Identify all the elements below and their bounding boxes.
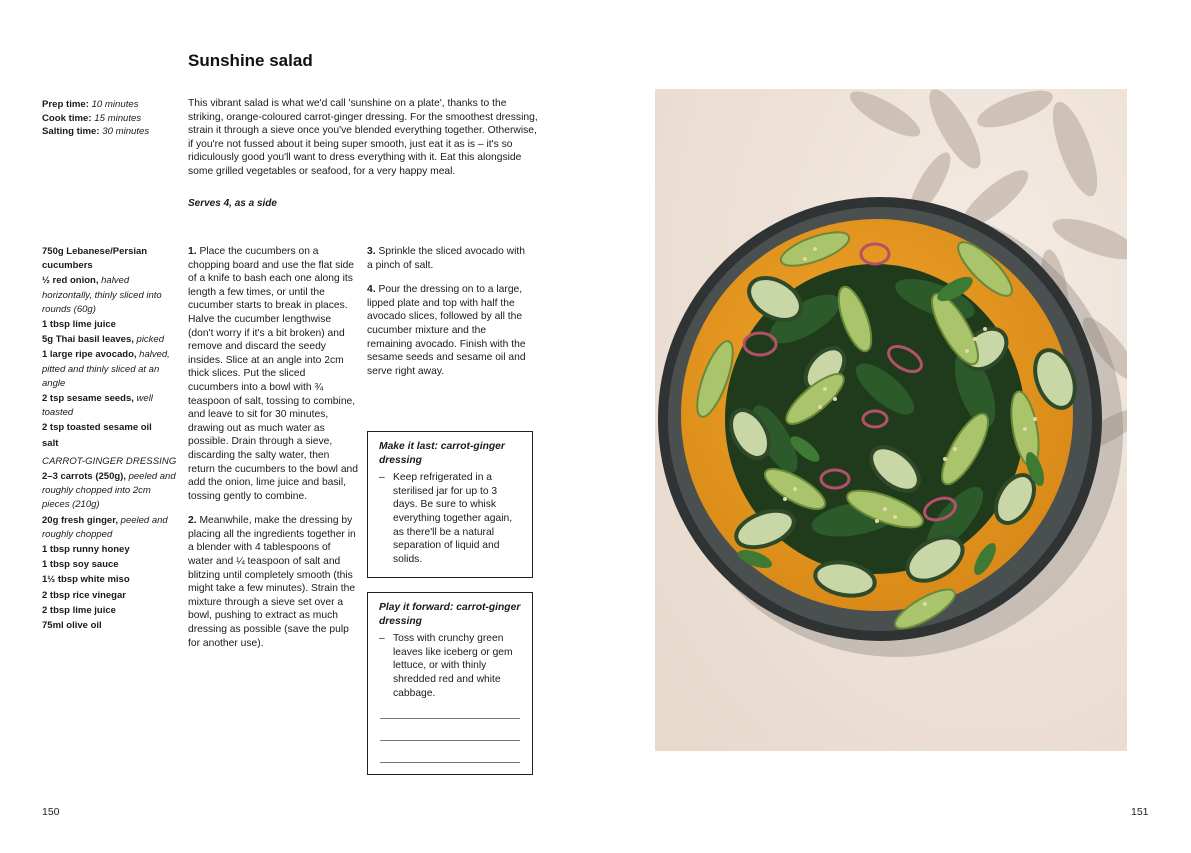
ingredient: ½ red onion, halved horizontally, thinly sliced into rounds (60g) <box>42 275 162 315</box>
ingredient: 2 tbsp rice vinegar <box>42 589 126 601</box>
ingredient: 1 tbsp runny honey <box>42 544 130 556</box>
note-line <box>380 740 520 741</box>
ingredient: 1 tbsp soy sauce <box>42 559 119 571</box>
tip-box-make-it-last <box>367 431 533 578</box>
prep-time: Prep time: 10 minutes <box>42 99 139 110</box>
salting-time: Salting time: 30 minutes <box>42 126 150 137</box>
ingredient: 75ml olive oil <box>42 620 102 632</box>
step-4: 4. Pour the dressing on to a large, lipped plate and top with half the avocado slices, followed by all the cucumber mixture and the remaining avocado. Finish with the sesame seeds and sesame oil and serve right away. <box>367 284 526 377</box>
ingredient: 1½ tbsp white miso <box>42 574 130 586</box>
ingredient: 2 tbsp lime juice <box>42 604 116 616</box>
salad-photo <box>655 89 1127 751</box>
ingredient: 750g Lebanese/Persian cucumbers <box>42 246 148 272</box>
cook-time: Cook time: 15 minutes <box>42 112 142 124</box>
serves-note: Serves 4, as a side <box>188 198 277 209</box>
timing-list <box>42 98 149 139</box>
page-number-left: 150 <box>42 806 60 818</box>
ingredient: 2–3 carrots (250g), peeled and roughly chopped into 2cm pieces (210g) <box>42 471 176 511</box>
intro-paragraph: This vibrant salad is what we'd call 'sunshine on a plate', thanks to the striking, orange-coloured carrot-ginger dressing. For the smoothest dressing, strain it through a sieve once you've blended everything together. Otherwise, if you're not fussed about it being super smooth, just eat it as is – it's so ridiculously good you'll want to dress everything with it. Eat this alongside some grilled vegetables or seafood, for a very happy meal. <box>188 98 538 177</box>
step-2: 2. Meanwhile, make the dressing by placing all the ingredients together in a blender with 4 tablespoons of water and ¼ teaspoon of salt and blitzing until completely smooth (this might take a few minutes). Strain the mixture through a sieve set over a bowl, pushing to extract as much dressing as possible (save the pulp for another use). <box>188 515 356 649</box>
method-column-1 <box>188 245 358 661</box>
ingredient: 2 tsp toasted sesame oil <box>42 422 152 434</box>
ingredient: 1 tbsp lime juice <box>42 319 116 331</box>
ingredient: salt <box>42 437 59 449</box>
dressing-heading: CARROT-GINGER DRESSING <box>42 455 177 467</box>
recipe-title: Sunshine salad <box>188 51 313 70</box>
ingredient: 1 large ripe avocado, halved, pitted and thinly sliced at an angle <box>42 349 170 389</box>
tip-box-play-it-forward <box>367 592 533 775</box>
tip-box-title: Make it last: carrot-ginger dressing <box>379 441 505 466</box>
salad-illustration <box>655 89 1127 751</box>
method-column-2 <box>367 245 533 389</box>
ingredient: 2 tsp sesame seeds, well toasted <box>42 393 153 419</box>
tip-box-item: – Keep refrigerated in a sterilised jar for up to 3 days. Be sure to whisk everything together again, as there'll be a natural separation of liquid and solids. <box>379 472 513 565</box>
step-1: 1. Place the cucumbers on a chopping board and use the flat side of a knife to bash each one along its length a few times, or until the cucumber starts to break in places. Halve the cucumber lengthwise (don't worry if it's a bit broken) and remove and discard the seedy insides. Slice at an angle into 2cm thick slices. Put the sliced cucumbers into a bowl with ¾ teaspoon of salt, tossing to combine, and leave to sit for 30 minutes, drawing out as much water as possible. Drain through a sieve, discarding the salty water, then return the cucumbers to the bowl and add the onion, lime juice and basil, tossing gently to combine. <box>188 246 358 502</box>
ingredient-list <box>42 245 177 634</box>
ingredient: 5g Thai basil leaves, picked <box>42 334 164 346</box>
step-3: 3. Sprinkle the sliced avocado with a pinch of salt. <box>367 246 525 271</box>
tip-box-item: – Toss with crunchy green leaves like iceberg or gem lettuce, or with thinly shredded red and white cabbage. <box>379 633 513 699</box>
note-line <box>380 718 520 719</box>
page-number-right: 151 <box>1131 806 1149 818</box>
note-line <box>380 762 520 763</box>
ingredient: 20g fresh ginger, peeled and roughly chopped <box>42 514 168 540</box>
tip-box-title: Play it forward: carrot-ginger dressing <box>379 602 521 627</box>
